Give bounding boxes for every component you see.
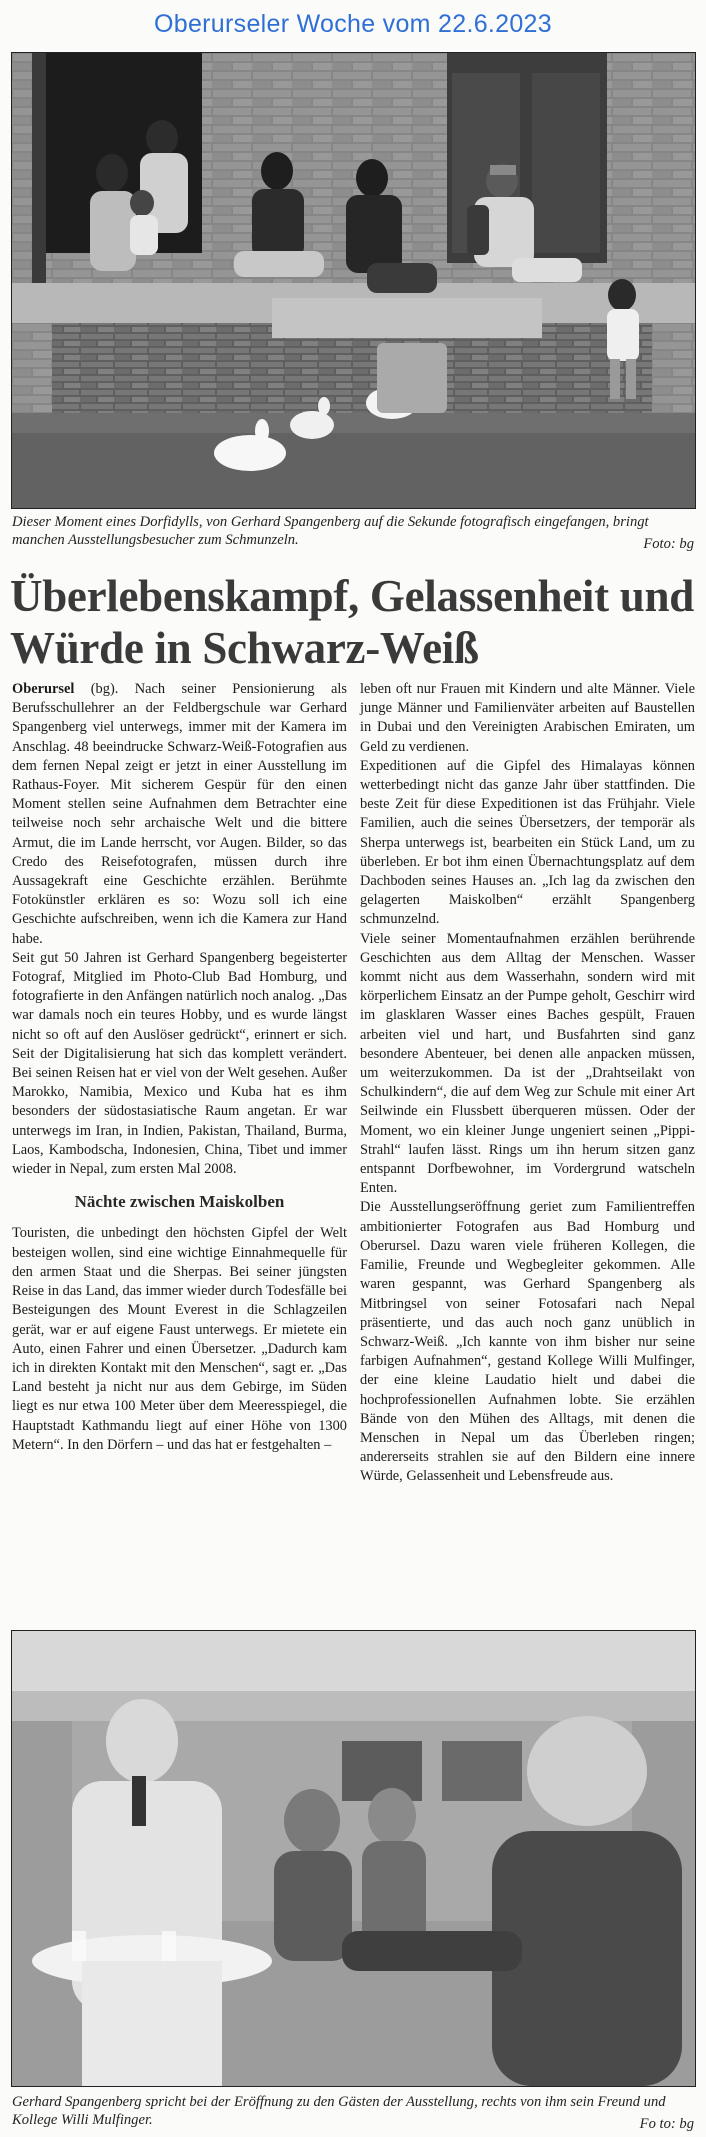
- paragraph: [12, 680, 347, 949]
- paragraph: Expeditionen auf die Gipfel des Himalayas können wetterbedingt nicht das ganze Jahr über stattfinden. Die beste Zeit für diese Expeditionen ist das Frühjahr. Viele Familien, auch die seines Übersetzers, der temporär als Sherpa unterwegs ist, bearbeiten ein Stück Land, um zu überleben. Er bot ihm einen Übernachtungsplatz auf dem Dachboden seines Hauses an. „Ich lag da zwischen den gelagerten Maiskolben“ erzählt Spangenberg schmunzelnd.: [360, 757, 695, 928]
- exhibition-photo: [11, 1630, 696, 2087]
- top-photo-credit: Foto: bg: [643, 536, 694, 552]
- top-photo-caption-text: Dieser Moment eines Dorfidylls, von Gerhard Spangenberg auf die Sekunde fotografisch eingefangen, bringt manchen Ausstellungsbesucher zum Schmunzeln.: [12, 514, 649, 548]
- paragraph: Seit gut 50 Jahren ist Gerhard Spangenberg begeisterter Fotograf, Mitglied im Photo-Club Bad Homburg, und fotografierte in den Anfängen natürlich noch analog. „Das war damals noch ein teures Hobby, und es wurde längst nicht so oft auf den Auslöser gedrückt“, erinnert er sich. Seit der Digitalisierung hat sich das komplett verändert. Bei seinen Reisen hat er viel von der Welt gesehen. Außer Marokko, Namibia, Mexico und Kuba hat es ihm besonders der südostasiatische Raum angetan. Er war unterwegs im Iran, in Indien, Pakistan, Thailand, Burma, Laos, Kambodscha, Indonesien, China, Tibet und immer wieder in Nepal, zum ersten Mal 2008.: [12, 949, 347, 1178]
- bottom-photo-caption: [12, 2093, 694, 2133]
- top-photo-caption: [12, 513, 694, 553]
- dateline: Oberursel: [12, 681, 75, 697]
- paragraph: Viele seiner Momentaufnahmen erzählen berührende Geschichten aus dem Alltag der Menschen. Wasser kommt nicht aus dem Wasserhahn, sondern wird mit körperlichem Einsatz an der Pumpe geholt, Geschirr wird im glasklaren Wasser eines Baches gespült, Frauen arbeiten viel und hart, und Busfahrten sind ganz besondere Abenteuer, bei denen alle anpacken müssen, um weiterzukommen. Da ist der „Drahtseilakt von Schulkindern“, die auf dem Weg zur Schule mit einer Art Seilwinde ein Flussbett überqueren müssen. Oder der Moment, wo ein kleiner Junge ungeniert seinen „Pippi-Strahl“ laufen lässt. Rings um ihn herum sitzen ganz entspannt Dorfbewohner, im Vordergrund watscheln Enten.: [360, 930, 695, 1197]
- paragraph-text: (bg). Nach seiner Pensionierung als Berufsschullehrer an der Feldbergschule war Gerhard Spangenberg viel unterwegs, immer mit der Kamera im Anschlag. 48 beeindrucke Schwarz-Weiß-Fotografien aus dem fernen Nepal zeigt er jetzt in einer Ausstellung im Rathaus-Foyer. Mit sicherem Gespür für den einen Moment stellen seine Aufnahmen dem Betrachter eine teilweise noch sehr archaische Welt und die bittere Armut, die im Lande herrscht, vor Augen. Bilder, so das Credo des Reisefotografen, müssen durch ihre Aussagekraft eine Geschichte erzählen. Berühmte Fotokünstler erklären es so: Wozu soll ich eine Geschichte aufschreiben, wenn ich die Kamera zur Hand habe.: [12, 681, 347, 947]
- bottom-photo-caption-text: Gerhard Spangenberg spricht bei der Eröffnung zu den Gästen der Ausstellung, rechts von ihm sein Freund und Kollege Willi Mulfinger.: [12, 2094, 666, 2128]
- exhibition-photo-image: [12, 1631, 695, 2086]
- paragraph: Touristen, die unbedingt den höchsten Gipfel der Welt besteigen wollen, sind eine wichtige Einnahmequelle für den armen Staat und die Sherpas. Bei seiner jüngsten Reise in das Land, das immer wieder durch Todesfälle bei Besteigungen des Mount Everest in die Schlagzeilen gerät, war er auf eigene Faust unterwegs. Er mietete ein Auto, einen Fahrer und einen Übersetzer. „Dadurch kam ich in direkten Kontakt mit den Menschen“, sagt er. „Das Land besteht ja nicht nur aus dem Gebirge, im Süden liegt es nur etwa 100 Meter über dem Meeresspiegel, die Hauptstadt Kathmandu liegt auf einer Höhe von 1300 Metern“. In den Dörfern – und das hat er festgehalten –: [12, 1225, 347, 1453]
- source-line: Oberurseler Woche vom 22.6.2023: [154, 10, 552, 38]
- village-photo: [11, 52, 696, 509]
- bottom-photo-credit: Fo to: bg: [639, 2116, 694, 2132]
- subheading: Nächte zwischen Maiskolben: [74, 1192, 285, 1212]
- village-photo-image: [12, 53, 695, 508]
- paragraph: leben oft nur Frauen mit Kindern und alte Männer. Viele junge Männer und Familienväter arbeiten auf Baustellen in Dubai und den Vereinigten Arabischen Emiraten, um Geld zu verdienen.: [360, 681, 695, 755]
- headline: Überlebenskampf, Gelassenheit und Würde in Schwarz-Weiß: [10, 571, 694, 673]
- article-column-right: [360, 680, 695, 1487]
- paragraph: Die Ausstellungseröffnung geriet zum Familientreffen ambitionierter Fotografen aus Bad Homburg und Oberursel. Dazu waren viele früheren Kollegen, die Familie, Freunde und Wegbegleiter gekommen. Alle waren gespannt, was Gerhard Spangenberg als Mitbringsel von seiner Fotosafari nach Nepal präsentierte, und das auch noch ganz unüblich in Schwarz-Weiß. „Ich kannte von ihm bisher nur seine farbigen Aufnahmen“, gestand Kollege Willi Mulfinger, der eine kleine Laudatio hielt und dabei die hochprofessionellen Aufnahmen lobte. Sie erzählen Bände von den Mühen des Alltags, mit denen die Menschen in Nepal um das Überleben ringen; andererseits strahlen sie auf den Bildern eine innere Würde, Gelassenheit und Lebensfreude aus.: [360, 1199, 695, 1485]
- article-column-left: [12, 680, 347, 1455]
